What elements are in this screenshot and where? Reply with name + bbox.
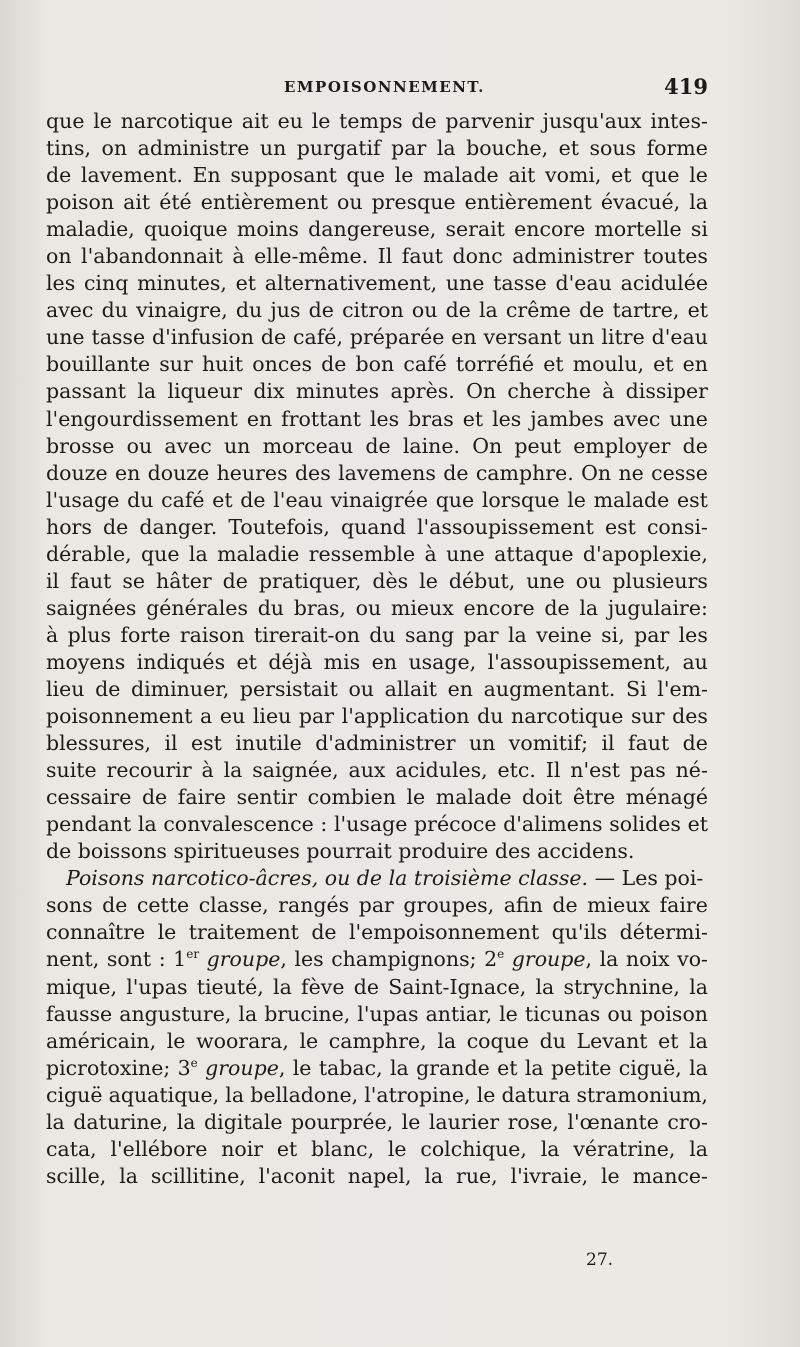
paragraph-narcotico-acres bbox=[46, 892, 708, 1190]
text-line: nent, sont : 1er groupe, les champignons; 2e groupe, la noix vo- bbox=[46, 947, 708, 972]
running-title: EMPOISONNEMENT. bbox=[284, 78, 485, 96]
text-line: avec du vinaigre, du jus de citron ou de la crême de tartre, et bbox=[46, 298, 708, 323]
text-line: une tasse d'infusion de café, préparée en versant un litre d'eau bbox=[46, 325, 708, 350]
text-line: de lavement. En supposant que le malade ait vomi, et que le bbox=[46, 163, 708, 188]
text-line: que le narcotique ait eu le temps de parvenir jusqu'aux intes- bbox=[46, 109, 708, 133]
text-line: moyens indiqués et déjà mis en usage, l'assoupissement, au bbox=[46, 649, 708, 674]
body-text bbox=[46, 108, 708, 1190]
text-line: saignées générales du bras, ou mieux encore de la jugulaire: bbox=[46, 595, 708, 620]
text-line: sons de cette classe, rangés par groupes, afin de mieux faire bbox=[46, 893, 708, 918]
section-heading: Poisons narcotico-âcres, ou de la troisième classe. bbox=[66, 866, 589, 891]
text-line: fausse angusture, la brucine, l'upas antiar, le ticunas ou poison bbox=[46, 1001, 708, 1026]
text-line: dérable, que la maladie ressemble à une attaque d'apoplexie, bbox=[46, 541, 708, 566]
text-line: de boissons spiritueuses pourrait produire des accidens. bbox=[46, 839, 635, 864]
text-line: maladie, quoique moins dangereuse, serait encore mortelle si bbox=[46, 217, 708, 242]
text-line: suite recourir à la saignée, aux acidules, etc. Il n'est pas né- bbox=[46, 758, 708, 783]
page-number: 419 bbox=[664, 74, 708, 99]
paragraph-treatment bbox=[46, 108, 708, 865]
text-line: brosse ou avec un morceau de laine. On peut employer de bbox=[46, 433, 708, 458]
section-heading-line bbox=[46, 865, 708, 892]
text-line: pendant la convalescence : l'usage précoce d'alimens solides et bbox=[46, 812, 708, 837]
text-line: il faut se hâter de pratiquer, dès le début, une ou plusieurs bbox=[46, 568, 708, 593]
text-line: lieu de diminuer, persistait ou allait en augmentant. Si l'em- bbox=[46, 676, 708, 701]
page-header bbox=[46, 74, 708, 104]
text-line: poison ait été entièrement ou presque entièrement évacué, la bbox=[46, 190, 708, 215]
text-line: la daturine, la digitale pourprée, le laurier rose, l'œnante cro- bbox=[46, 1109, 708, 1134]
section-heading-tail: — Les poi- bbox=[588, 866, 704, 891]
text-line: connaître le traitement de l'empoisonnement qu'ils détermi- bbox=[46, 920, 708, 945]
text-line: cessaire de faire sentir combien le malade doit être ménagé bbox=[46, 785, 708, 810]
text-line: cata, l'ellébore noir et blanc, le colchique, la vératrine, la bbox=[46, 1136, 708, 1161]
text-line: douze en douze heures des lavemens de camphre. On ne cesse bbox=[46, 460, 708, 485]
text-line: picrotoxine; 3e groupe, le tabac, la grande et la petite ciguë, la bbox=[46, 1055, 708, 1080]
text-line: ciguë aquatique, la belladone, l'atropine, le datura stramonium, bbox=[46, 1082, 708, 1107]
text-line: mique, l'upas tieuté, la fève de Saint-Ignace, la strychnine, la bbox=[46, 974, 708, 999]
signature-mark: 27. bbox=[586, 1250, 614, 1270]
text-line: passant la liqueur dix minutes après. On cherche à dissiper bbox=[46, 379, 708, 404]
text-line: tins, on administre un purgatif par la bouche, et sous forme bbox=[46, 136, 708, 161]
text-line: américain, le woorara, le camphre, la coque du Levant et la bbox=[46, 1028, 708, 1053]
text-line: on l'abandonnait à elle-même. Il faut donc administrer toutes bbox=[46, 244, 708, 269]
text-line: l'usage du café et de l'eau vinaigrée que lorsque le malade est bbox=[46, 487, 708, 512]
text-line: hors de danger. Toutefois, quand l'assoupissement est consi- bbox=[46, 514, 708, 539]
text-line: poisonnement a eu lieu par l'application du narcotique sur des bbox=[46, 704, 708, 729]
text-line: scille, la scillitine, l'aconit napel, la rue, l'ivraie, le mance- bbox=[46, 1163, 708, 1188]
text-line: à plus forte raison tirerait-on du sang par la veine si, par les bbox=[46, 622, 708, 647]
text-line: bouillante sur huit onces de bon café torréfié et moulu, et en bbox=[46, 352, 708, 377]
text-line: les cinq minutes, et alternativement, une tasse d'eau acidulée bbox=[46, 271, 708, 296]
text-line: l'engourdissement en frottant les bras et les jambes avec une bbox=[46, 406, 708, 431]
text-line: blessures, il est inutile d'administrer un vomitif; il faut de bbox=[46, 731, 708, 756]
